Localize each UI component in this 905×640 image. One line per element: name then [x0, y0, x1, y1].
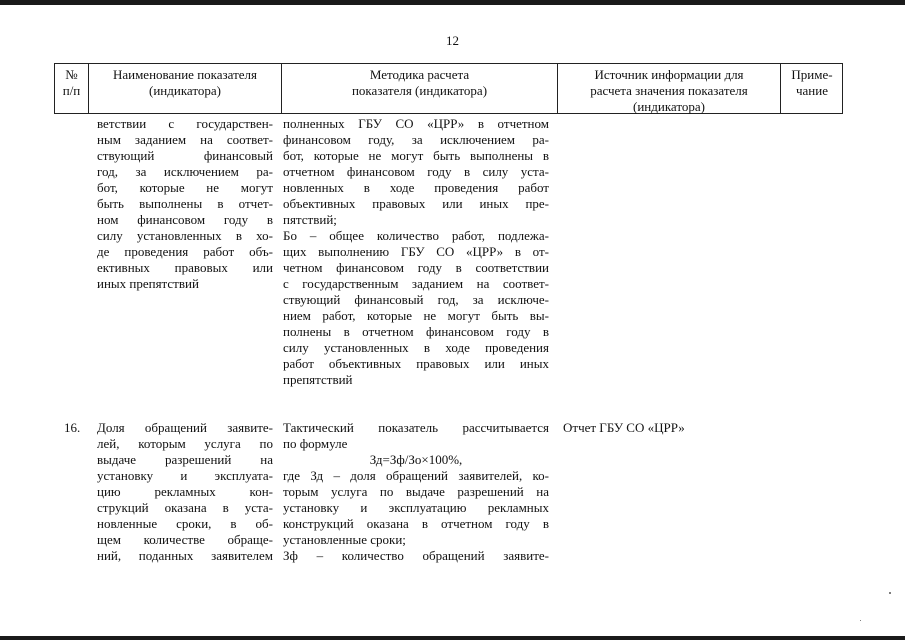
text-line: ствующий финансовый — [97, 148, 273, 163]
text-line: Бо – общее количество работ, подлежа- — [283, 228, 549, 243]
text-line: щих выполнению ГБУ СО «ЦРР» в от- — [283, 244, 549, 259]
formula-line: Зд=Зф/Зо×100%, — [369, 452, 463, 467]
text-line: ний, поданных заявителем — [97, 548, 273, 563]
text-line: цию рекламных кон- — [97, 484, 273, 499]
text-line: пятствий; — [283, 212, 337, 227]
header-text: Источник информации для — [594, 67, 744, 82]
header-text: показателя (индикатора) — [351, 83, 488, 98]
text-line: ективных правовых или — [97, 260, 273, 275]
text-line: ном финансовом году в — [97, 212, 273, 227]
text-line: установку и эксплуата- — [97, 468, 273, 483]
header-text: Приме- — [791, 67, 833, 82]
header-text: (индикатора) — [633, 99, 705, 114]
text-line: с государственным заданием на соответ- — [283, 276, 549, 291]
text-line: силу установленных в хо- — [97, 228, 273, 243]
text-line: препятствий — [283, 372, 353, 387]
text-line: ным заданием на соответ- — [97, 132, 273, 147]
header-text: Наименование показателя — [112, 67, 258, 82]
scan-speck — [889, 592, 891, 594]
scan-speck — [860, 620, 861, 621]
text-line: по формуле — [283, 436, 348, 451]
header-text: № — [65, 67, 78, 82]
text-line: полнены в отчетном финансовом году в — [283, 324, 549, 339]
text-line: силу установленных в ходе проведения — [283, 340, 549, 355]
text-line: работ объективных правовых или иных — [283, 356, 549, 371]
text-line: де проведения работ объ- — [97, 244, 273, 259]
header-col-note — [781, 67, 843, 99]
text-line: бот, которые не могут быть выполнены в — [283, 148, 549, 163]
text-line: ствующий финансовый год, за исключе- — [283, 292, 549, 307]
text-line: новленных в ходе проведения работ — [283, 180, 549, 195]
page-number: 12 — [446, 33, 459, 48]
text-line: Доля обращений заявите- — [97, 420, 273, 435]
scan-edge-bottom — [0, 636, 905, 640]
text-line: торым услуга по выдаче разрешений на — [283, 484, 549, 499]
row-16-source — [563, 420, 763, 436]
text-line: год, за исключением ра- — [97, 164, 273, 179]
text-line: полненных ГБУ СО «ЦРР» в отчетном — [283, 116, 549, 131]
text-line: щем количестве обраще- — [97, 532, 273, 547]
table-header — [54, 63, 843, 114]
text-line: Зф – количество обращений заявите- — [283, 548, 549, 563]
text-line: иных препятствий — [97, 276, 199, 291]
row-16-name — [97, 420, 273, 564]
text-line: лей, которым услуга по — [97, 436, 273, 451]
text-line: нием работ, которые не могут быть вы- — [283, 308, 549, 323]
header-col-method — [282, 67, 557, 99]
header-text: чание — [796, 83, 828, 98]
text-line: где Зд – доля обращений заявителей, ко- — [283, 468, 549, 483]
text-line: объективных правовых или иных пре- — [283, 196, 549, 211]
text-line: выдаче разрешений на — [97, 452, 273, 467]
header-col-source — [558, 67, 780, 115]
text-line: новленные сроки, в об- — [97, 516, 273, 531]
text-line: ветствии с государствен- — [97, 116, 273, 131]
text-line: установку и эксплуатацию рекламных — [283, 500, 549, 515]
header-text: расчета значения показателя — [590, 83, 748, 98]
text-line: установленные сроки; — [283, 532, 406, 547]
text-line: бот, которые не могут — [97, 180, 273, 195]
text-line: отчетном финансовом году в силу уста- — [283, 164, 549, 179]
row-number-text: 16. — [64, 420, 81, 435]
row-continuation-name — [97, 116, 273, 292]
text-line: четном финансовом году в соответствии — [283, 260, 549, 275]
row-continuation-method — [283, 116, 549, 388]
header-text: п/п — [62, 83, 81, 98]
scan-edge-top — [0, 0, 905, 5]
text-line: быть выполнены в отчет- — [97, 196, 273, 211]
row-number — [64, 420, 94, 436]
text-line: Тактический показатель рассчитывается — [283, 420, 549, 435]
text-line: конструкций оказана в отчетном году в — [283, 516, 549, 531]
text-line: струкций оказана в уста- — [97, 500, 273, 515]
header-col-name — [89, 67, 281, 99]
header-text: Методика расчета — [369, 67, 470, 82]
header-col-number — [55, 67, 88, 99]
header-text: (индикатора) — [149, 83, 221, 98]
source-text: Отчет ГБУ СО «ЦРР» — [563, 420, 685, 435]
row-16-method — [283, 420, 549, 564]
text-line: финансовом году, за исключением ра- — [283, 132, 549, 147]
